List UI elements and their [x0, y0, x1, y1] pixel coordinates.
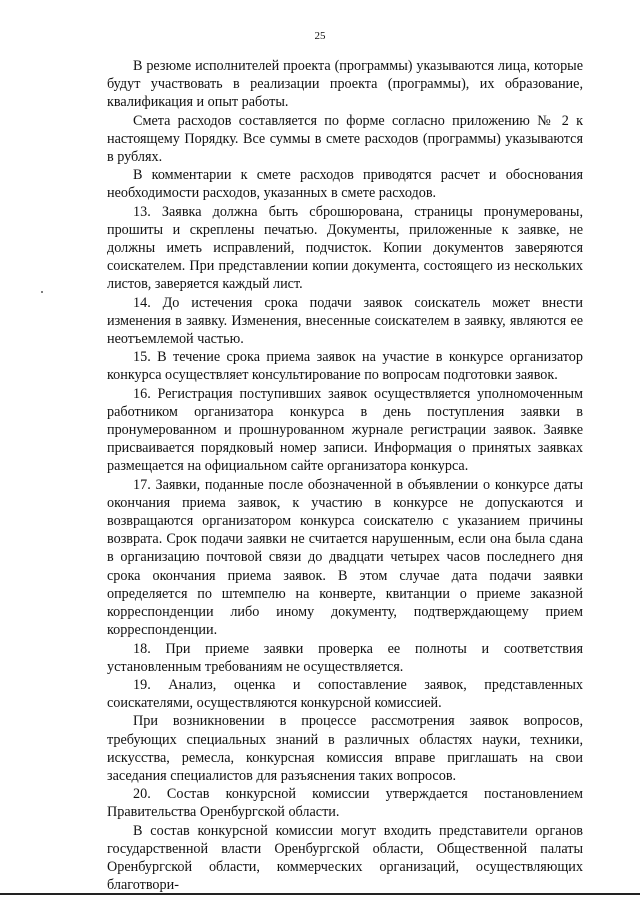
paragraph-13: 13. Заявка должна быть сброшюрована, страницы пронумерованы, прошиты и скреплены печатью. Документы, приложенные к заявке, не должны иметь исправлений, подчисток. Копии документов заверяются соискателем. При представлении копии документа, состоящего из нескольких листов, заверяется каждый лист. [107, 203, 583, 293]
paragraph-budget-form: Смета расходов составляется по форме согласно приложению № 2 к настоящему Порядку. Все суммы в смете расходов (программы) указываются в рублях. [107, 112, 583, 166]
document-body [107, 57, 583, 894]
paragraph-16: 16. Регистрация поступивших заявок осуществляется уполномоченным работником организатора конкурса в день поступления заявки в пронумерованном и прошнурованном журнале регистрации заявок. Заявке присваивается порядковый номер записи. Информация о принятых заявках размещается на официальном сайте организатора конкурса. [107, 385, 583, 475]
paragraph-14: 14. До истечения срока подачи заявок соискатель может внести изменения в заявку. Изменения, внесенные соискателем в заявку, являются ее неотъемлемой частью. [107, 294, 583, 348]
margin-speck [41, 291, 43, 293]
paragraph-resume: В резюме исполнителей проекта (программы) указываются лица, которые будут участвовать в реализации проекта (программы), их образование, квалификация и опыт работы. [107, 58, 583, 111]
paragraph-19: 19. Анализ, оценка и сопоставление заявок, представленных соискателями, осуществляются конкурсной комиссией. [107, 676, 583, 712]
page-number: 25 [314, 30, 326, 42]
paragraph-20: 20. Состав конкурсной комиссии утверждается постановлением Правительства Оренбургской области. [107, 786, 583, 821]
paragraph-specialists: При возникновении в процессе рассмотрения заявок вопросов, требующих специальных знаний в различных областях науки, техники, искусства, ремесла, конкурсная комиссия вправе приглашать на свои заседания специалистов для разъяснения таких вопросов. [107, 713, 583, 784]
bottom-border-line [0, 893, 640, 895]
paragraph-18: 18. При приеме заявки проверка ее полноты и соответствия установленным требованиям не осуществляется. [107, 640, 583, 675]
paragraph-commission-composition: В состав конкурсной комиссии могут входить представители органов государственной власти Оренбургской области, Общественной палаты Оренбургской области, коммерческих организаций, осуществляющих благотвори- [107, 822, 583, 894]
paragraph-budget-comment: В комментарии к смете расходов приводятся расчет и обоснования необходимости расходов, указанных в смете расходов. [107, 167, 583, 202]
paragraph-15: 15. В течение срока приема заявок на участие в конкурсе организатор конкурса осуществляет консультирование по вопросам подготовки заявок. [107, 349, 583, 384]
paragraph-17: 17. Заявки, поданные после обозначенной в объявлении о конкурсе даты окончания приема заявок, к участию в конкурсе не допускаются и возвращаются организатором конкурса соискателю с указанием причины возврата. Срок подачи заявки не считается нарушенным, если она была сдана в организацию почтовой связи до двадцати четырех часов последнего дня срока окончания приема заявок. В этом случае дата подачи заявки определяется по штемпелю на конверте, квитанции о приеме заказной корреспонденции либо иному документу, подтверждающему прием корреспонденции. [107, 476, 583, 639]
